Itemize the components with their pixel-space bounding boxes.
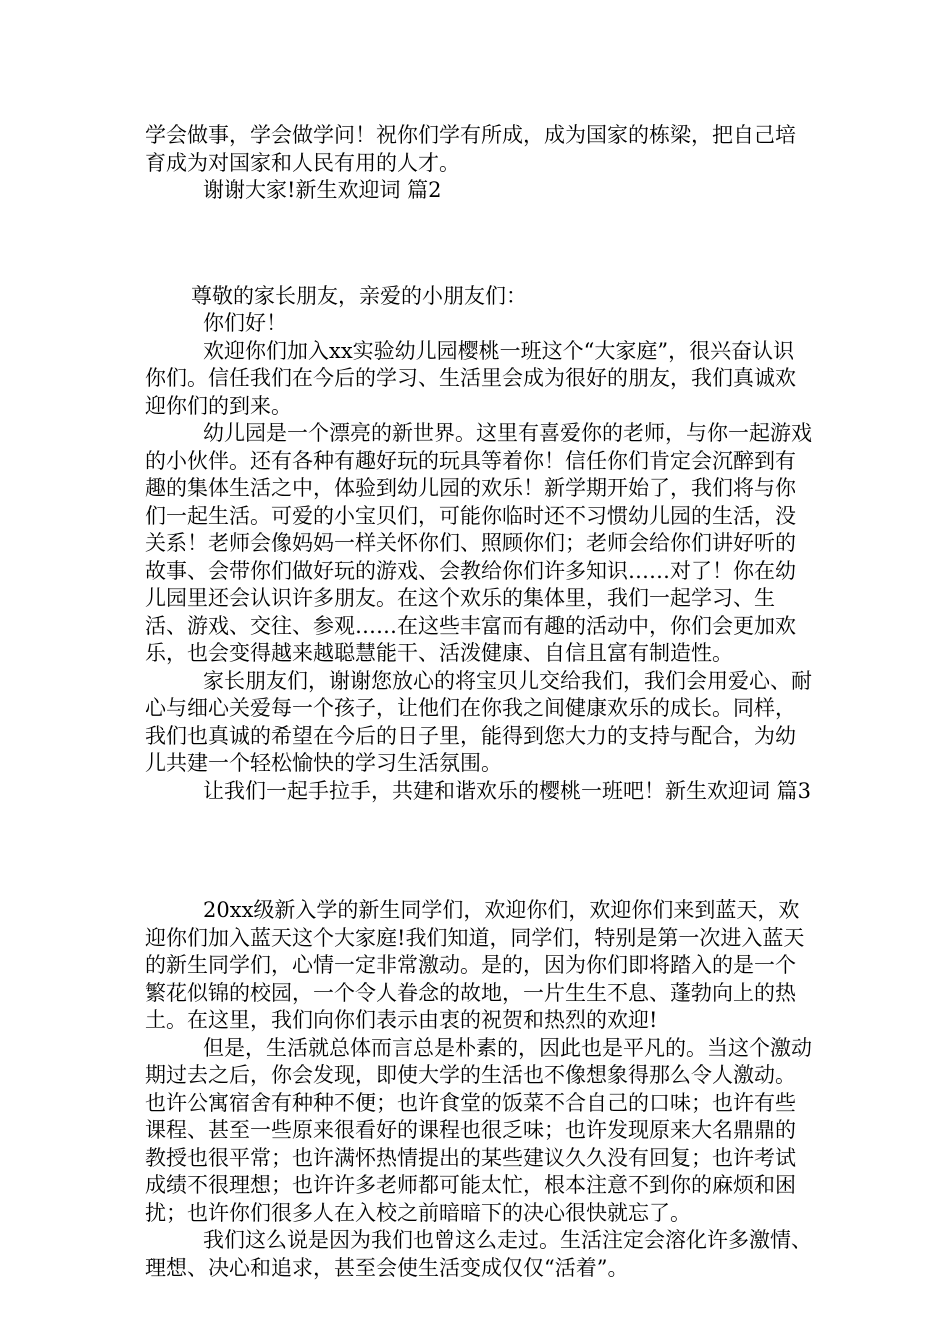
paragraph-hand-in-hand-heading-3: 让我们一起手拉手，共建和谐欢乐的樱桃一班吧！新生欢迎词 篇3 xyxy=(203,778,812,803)
paragraph-new-students: 20xx级新入学的新生同学们，欢迎你们，欢迎你们来到蓝天，欢迎你们加入蓝天这个大家庭!我们知道，同学们，特别是第一次进入蓝天的新生同学们，心情一定非常激动。是的，因为你们即将踏入的是一个繁花似锦的校园，一个令人眷念的故地，一片生生不息、蓬勃向上的热土。在这里，我们向你们表示由衷的祝贺和热烈的欢迎! xyxy=(145,898,805,1032)
paragraph-ordinary-life: 但是，生活就总体而言总是朴素的，因此也是平凡的。当这个激动期过去之后，你会发现，即使大学的生活也不像想象得那么令人激动。也许公寓宿舍有种种不便；也许食堂的饭菜不合自己的口味；也许有些课程、甚至一些原来很看好的课程也很乏味；也许发现原来大名鼎鼎的教授也很平常；也许满怀热情提出的某些建议久久没有回复；也许考试成绩不很理想；也许许多老师都可能太忙，根本注意不到你的麻烦和困扰；也许你们很多人在入校之前暗暗下的决心很快就忘了。 xyxy=(145,1035,812,1225)
document-body xyxy=(145,122,813,1282)
section-spacer xyxy=(145,805,813,897)
section-spacer xyxy=(145,205,813,283)
paragraph-salutation: 尊敬的家长朋友，亲爱的小朋友们： xyxy=(191,283,527,308)
paragraph-closing-continuation: 学会做事，学会做学问！祝你们学有所成，成为国家的栋梁，把自己培育成为对国家和人民有用的人才。 xyxy=(145,123,796,175)
paragraph-parents: 家长朋友们，谢谢您放心的将宝贝儿交给我们，我们会用爱心、耐心与细心关爱每一个孩子，让他们在你我之间健康欢乐的成长。同样，我们也真诚的希望在今后的日子里，能得到您大力的支持与配合，为幼儿共建一个轻松愉快的学习生活氛围。 xyxy=(145,668,812,775)
paragraph-greeting: 你们好！ xyxy=(203,311,287,335)
paragraph-kindergarten: 幼儿园是一个漂亮的新世界。这里有喜爱你的老师，与你一起游戏的小伙伴。还有各种有趣好玩的玩具等着你！信任你们肯定会沉醉到有趣的集体生活之中，体验到幼儿园的欢乐！新学期开始了，我们将与你们一起生活。可爱的小宝贝们，可能你临时还不习惯幼儿园的生活，没关系！老师会像妈妈一样关怀你们、照顾你们；老师会给你们讲好听的故事、会带你们做好玩的游戏、会教给你们许多知识……对了！你在幼儿园里还会认识许多朋友。在这个欢乐的集体里，我们一起学习、生活、游戏、交往、参观……在这些丰富而有趣的活动中，你们会更加欢乐，也会变得越来越聪慧能干、活泼健康、自信且富有制造性。 xyxy=(145,421,812,665)
paragraph-thanks-heading-2: 谢谢大家!新生欢迎词 篇2 xyxy=(203,178,442,202)
paragraph-experience: 我们这么说是因为我们也曾这么走过。生活注定会溶化许多激情、理想、决心和追求，甚至会使生活变成仅仅“活着”。 xyxy=(145,1228,812,1280)
paragraph-welcome: 欢迎你们加入xx实验幼儿园樱桃一班这个“大家庭”，很兴奋认识你们。信任我们在今后的学习、生活里会成为很好的朋友，我们真诚欢迎你们的到来。 xyxy=(145,338,796,418)
